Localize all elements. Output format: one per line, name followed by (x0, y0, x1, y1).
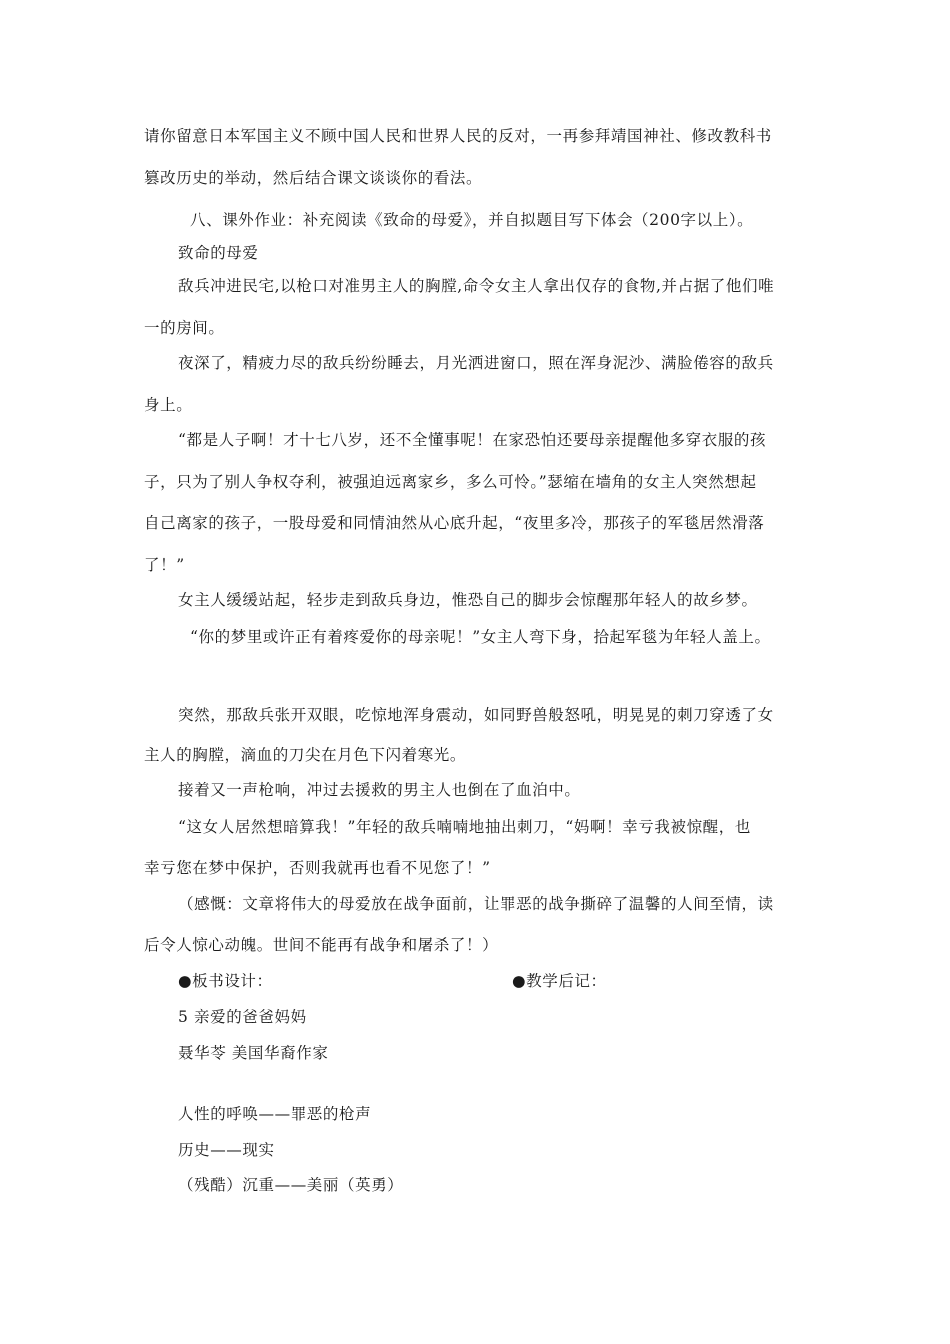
story-p3-line-3: 自己离家的孩子，一股母爱和同情油然从心底升起，“夜里多冷，那孩子的军毯居然滑落 (144, 514, 765, 532)
homework-heading: 八、课外作业：补充阅读《致命的母爱》，并自拟题目写下体会（200字以上）。 (190, 211, 754, 229)
para-1-line-1: 请你留意日本军国主义不顾中国人民和世界人民的反对，一再参拜靖国神社、修改教科书 (144, 127, 772, 145)
story-p3-line-4: 了！” (144, 556, 185, 574)
teaching-notes-label: ●教学后记： (512, 972, 607, 990)
story-p5: “你的梦里或许正有着疼爱你的母亲呢！”女主人弯下身，拾起军毯为年轻人盖上。 (190, 628, 771, 646)
story-p1-line-1: 敌兵冲进民宅,以枪口对准男主人的胸膛,命令女主人拿出仅存的食物,并占据了他们唯 (178, 277, 775, 295)
board-theme-2: 历史——现实 (178, 1141, 275, 1159)
board-theme-1: 人性的呼唤——罪恶的枪声 (178, 1105, 372, 1123)
story-p6-line-2: 主人的胸膛，滴血的刀尖在月色下闪着寒光。 (144, 746, 467, 764)
story-p3-line-1: “都是人子啊！才十七八岁，还不全懂事呢！在家恐怕还要母亲提醒他多穿衣服的孩 (178, 431, 767, 449)
board-lesson-title: 5 亲爱的爸爸妈妈 (178, 1008, 307, 1026)
story-p1-line-2: 一的房间。 (144, 319, 225, 337)
story-p6-line-1: 突然，那敌兵张开双眼，吃惊地浑身震动，如同野兽般怒吼，明晃晃的刺刀穿透了女 (178, 706, 774, 724)
para-1-line-2: 篡改历史的举动，然后结合课文谈谈你的看法。 (144, 169, 483, 187)
story-p8-line-2: 幸亏您在梦中保护，否则我就再也看不见您了！” (144, 859, 491, 877)
story-p3-line-2: 子，只为了别人争权夺利，被强迫远离家乡，多么可怜。”瑟缩在墙角的女主人突然想起 (144, 473, 757, 491)
comment-line-2: 后令人惊心动魄。世间不能再有战争和屠杀了！） (144, 936, 499, 954)
story-p2-line-2: 身上。 (144, 396, 193, 414)
story-title: 致命的母爱 (178, 244, 259, 262)
story-p7: 接着又一声枪响，冲过去援救的男主人也倒在了血泊中。 (178, 781, 581, 799)
story-p2-line-1: 夜深了，精疲力尽的敌兵纷纷睡去，月光洒进窗口，照在浑身泥沙、满脸倦容的敌兵 (178, 354, 774, 372)
board-author: 聂华苓 美国华裔作家 (178, 1044, 329, 1062)
comment-line-1: （感慨：文章将伟大的母爱放在战争面前，让罪恶的战争撕碎了温馨的人间至情，读 (178, 895, 774, 913)
board-design-label: ●板书设计： (178, 972, 273, 990)
story-p8-line-1: “这女人居然想暗算我！”年轻的敌兵喃喃地抽出刺刀，“妈啊！幸亏我被惊醒，也 (178, 818, 751, 836)
board-theme-3: （残酷）沉重——美丽（英勇） (178, 1176, 404, 1194)
story-p4: 女主人缓缓站起，轻步走到敌兵身边，惟恐自己的脚步会惊醒那年轻人的故乡梦。 (178, 591, 758, 609)
